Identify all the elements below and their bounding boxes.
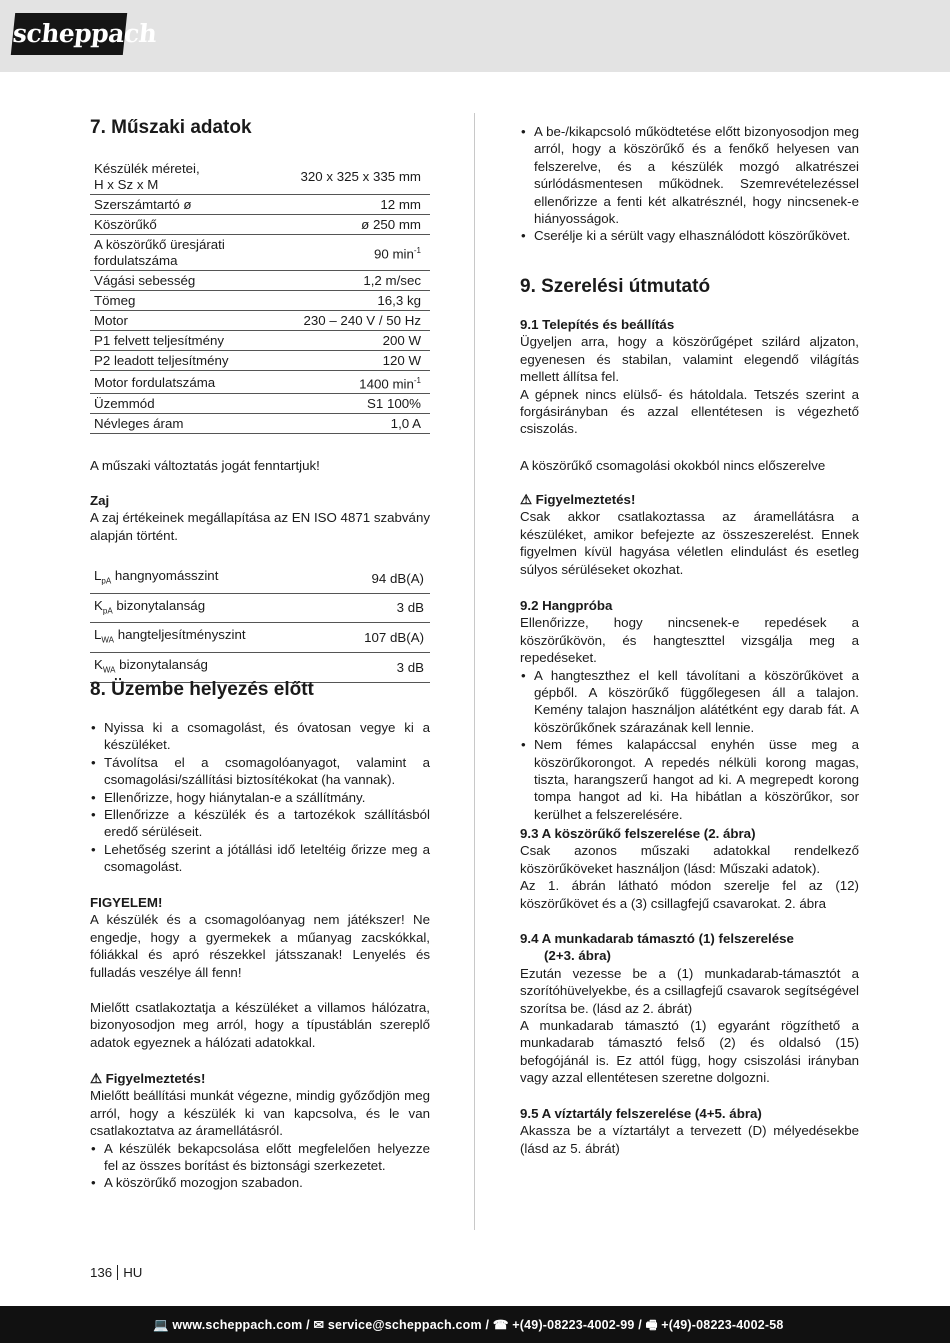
list-item: • Távolítsa el a csomagolóanyagot, valamint a csomagolási/szállítási biztosítékokat (ha vannak). <box>90 754 430 789</box>
section-9-4-title-2: (2+3. ábra) <box>544 948 611 964</box>
footer-bar <box>0 1306 950 1343</box>
spec-label: P1 felvett teljesítmény <box>90 331 290 351</box>
spec-value-text: S1 100% <box>367 396 421 412</box>
noise-title: Zaj <box>90 493 110 508</box>
section-8-list <box>90 719 430 876</box>
spec-row <box>90 351 430 371</box>
spec-value <box>290 394 430 414</box>
left-warning-list <box>90 1140 430 1192</box>
page-number-value: 136 <box>90 1265 113 1280</box>
section-9-4-text: Ezután vezesse be a (1) munkadarab-támasztót a szorítóhüvelyekbe, és a csillagfejű csavarok segítségével szorítsa be. (lásd az 2. ábrát) <box>520 965 859 1016</box>
noise-label <box>90 564 327 593</box>
list-item: • Ellenőrizze a készülék és a tartozékok szállításból eredő sérüléseit. <box>90 806 430 841</box>
list-item: • Nem fémes kalapáccsal enyhén üsse meg a köszörűkorongot. A repedés nélküli korong magas, tiszta, harangszerű hangot ad ki. A megrepedt korong tompa hangot ad ki. Ha hibátlan a köszörűkor, sor kerülhet a felszerelésére. <box>520 736 859 823</box>
section-9-3-text-2: Az 1. ábrán látható módon szerelje fel az (12) köszörűkövet és a (3) csillagfejű csavarokat. 2. ábra <box>520 878 859 911</box>
spec-value-text: 16,3 kg <box>377 293 421 308</box>
spec-value-text: 1,2 m/sec <box>363 273 421 288</box>
list-item: • A készülék bekapcsolása előtt megfelelően helyezze fel az összes borítást és biztonsági szerkezetet. <box>90 1140 430 1175</box>
noise-symbol: L <box>94 568 102 583</box>
spec-table <box>90 159 430 434</box>
list-item: • A köszörűkő mozogjon szabadon. <box>90 1174 430 1191</box>
noise-label-text: bizonytalanság <box>119 656 208 672</box>
spec-label: Üzemmód <box>90 394 290 414</box>
change-note: A műszaki változtatás jogát fenntartjuk! <box>90 458 320 473</box>
spec-label: A köszörűkő üresjárati fordulatszáma <box>90 235 290 271</box>
section-9-1-text-2: A gépnek nincs elülső- és hátoldala. Tetszés szerint a forgásirányban és azzal ellentétesen is végezhető csiszolás. <box>520 386 859 437</box>
noise-label-text: bizonytalanság <box>116 597 206 613</box>
section-9-2-text: Ellenőrizze, hogy nincsenek-e repedések a köszörűkövön, és hangteszttel vizsgálja meg a repedéseket. <box>520 615 859 666</box>
spec-value <box>290 414 430 434</box>
left-warning-block <box>90 1070 430 1192</box>
list-item: • A be-/kikapcsoló működtetése előtt bizonyosodjon meg arról, hogy a köszörűkő és a fenőkő helyesen van felszerelve, és a készülék mozgó alkatrészei súrlódásmentesen működnek. Szemrevételezéssel ellenőrizze a fenti két alkatrésznél, hogy nincsenek-e hiányosságok. <box>520 123 859 227</box>
left-warning-text: Mielőtt beállítási munkát végezne, mindig győződjön meg arról, hogy a készülék ki van kapcsolva, és le van csatlakoztatva az áramellátásról. <box>90 1088 430 1139</box>
noise-label-text: hangteljesítményszint <box>117 627 246 643</box>
spec-row <box>90 195 430 215</box>
section-9-5-block <box>520 1105 859 1157</box>
noise-block <box>90 492 430 544</box>
noise-value: 3 dB <box>327 593 430 623</box>
right-top-block <box>520 123 859 245</box>
spec-value <box>290 235 430 271</box>
noise-label <box>90 623 327 653</box>
section-9-4-block <box>520 930 859 1087</box>
section-9-2-block <box>520 597 859 823</box>
section-9-5-title: 9.5 A víztartály felszerelése (4+5. ábra) <box>520 1106 762 1121</box>
spec-value <box>290 159 430 195</box>
noise-symbol: L <box>94 627 102 643</box>
spec-value-text: 1,0 A <box>390 416 421 432</box>
spec-value-text: 320 x 325 x 335 mm <box>300 169 421 184</box>
noise-value: 94 dB(A) <box>327 564 430 593</box>
spec-value <box>290 195 430 215</box>
spec-row <box>90 414 430 434</box>
spec-row <box>90 311 430 331</box>
spec-value <box>290 291 430 311</box>
spec-row <box>90 159 430 195</box>
spec-row <box>90 331 430 351</box>
noise-label <box>90 652 327 682</box>
spec-label: Készülék méretei, H x Sz x M <box>90 159 290 195</box>
attention-text: A készülék és a csomagolóanyag nem játékszer! Ne engedje, hogy a gyermekek a műanyag zacskókkal, fóliákkal és apró részekkel játsszanak! Lenyelés és fulladás veszélye áll fenn! <box>90 912 430 980</box>
section-9-5-text: Akassza be a víztartályt a tervezett (D) mélyedésekbe (lásd az 5. ábrát) <box>520 1123 859 1156</box>
spec-value <box>290 371 430 394</box>
section-7-title: 7. Műszaki adatok <box>90 117 252 138</box>
right-warning-block <box>520 491 859 578</box>
noise-label <box>90 593 327 623</box>
spec-value-text: 12 mm <box>380 197 421 212</box>
page-number <box>90 1265 142 1280</box>
spec-value-text: 90 min <box>373 246 414 262</box>
section-9-3-block <box>520 825 859 912</box>
spec-label: Köszörűkő <box>90 215 290 235</box>
list-item: • Lehetőség szerint a jótállási idő leteltéig őrizze meg a csomagolást. <box>90 841 430 876</box>
noise-symbol-subscript: pA <box>102 606 113 616</box>
section-9-4-text-2: A munkadarab támasztó (1) egyaránt rögzíthető a munkadarab támasztó felső (2) és oldalsó (15) befogójánál is. Ez attól függ, hogy csiszolási irányban vagy azzal ellentétesen szeretne dolgozni. <box>520 1018 859 1086</box>
section-9-4-title: 9.4 A munkadarab támasztó (1) felszerelése <box>520 931 794 946</box>
section-9-1-title: 9.1 Telepítés és beállítás <box>520 317 675 332</box>
noise-symbol: K <box>94 656 103 672</box>
not-mounted-note: A köszörűkő csomagolási okokból nincs előszerelve <box>520 458 826 473</box>
noise-symbol: K <box>94 597 103 613</box>
page-number-separator <box>117 1265 118 1280</box>
spec-value-unit-exponent: -1 <box>413 376 421 385</box>
section-9-2-list <box>520 667 859 824</box>
noise-symbol-subscript: pA <box>101 576 112 586</box>
spec-label: Szerszámtartó ø <box>90 195 290 215</box>
noise-row <box>90 623 430 653</box>
spec-value-text: ø 250 mm <box>361 217 421 232</box>
noise-symbol-subscript: WA <box>101 635 114 645</box>
spec-value-unit-exponent: -1 <box>413 246 421 256</box>
attention-title: FIGYELEM! <box>90 895 163 910</box>
spec-value <box>290 351 430 371</box>
section-9-title: 9. Szerelési útmutató <box>520 276 711 297</box>
noise-symbol-subscript: WA <box>102 665 116 675</box>
connect-note <box>90 999 430 1051</box>
brand-logo: scheppach <box>11 13 127 55</box>
noise-table <box>90 564 430 683</box>
section-9-1-block <box>520 316 859 438</box>
spec-value-text: 200 W <box>382 333 421 348</box>
noise-value: 3 dB <box>327 652 430 682</box>
spec-label: Motor fordulatszáma <box>90 371 290 394</box>
spec-label: Motor <box>90 311 290 331</box>
noise-label-text: hangnyomásszint <box>114 568 219 583</box>
spec-row <box>90 394 430 414</box>
connect-text: Mielőtt csatlakoztatja a készüléket a villamos hálózatra, bizonyosodjon meg arról, hogy a típustáblán szereplő adatok egyeznek a hálózati adatokkal. <box>90 1000 430 1050</box>
right-warning-title: ⚠ Figyelmeztetés! <box>520 492 636 507</box>
noise-row <box>90 593 430 623</box>
column-divider <box>474 113 475 1230</box>
noise-value: 107 dB(A) <box>327 623 430 653</box>
spec-row <box>90 371 430 394</box>
spec-value <box>290 311 430 331</box>
noise-row <box>90 564 430 593</box>
spec-row <box>90 271 430 291</box>
list-item: • Cserélje ki a sérült vagy elhasználódott köszörűkövet. <box>520 227 859 244</box>
section-9-2-title: 9.2 Hangpróba <box>520 598 613 613</box>
list-item: • A hangteszthez el kell távolítani a köszörűkövet a gépből. A köszörűkő függőlegesen áll a talajon. Kemény talajon használjon alátétként egy darab fát. A köszörűkőnek szárazának kell lennie. <box>520 667 859 737</box>
left-warning-title: ⚠ Figyelmeztetés! <box>90 1071 206 1086</box>
section-9-3-text: Csak azonos műszaki adatokkal rendelkező köszörűköveket használjon (lásd: Műszaki adatok). <box>520 843 859 876</box>
spec-row <box>90 235 430 271</box>
attention-block <box>90 894 430 981</box>
spec-label: Vágási sebesség <box>90 271 290 291</box>
header-bar <box>0 0 950 72</box>
spec-label: Tömeg <box>90 291 290 311</box>
spec-row <box>90 291 430 311</box>
noise-text: A zaj értékeinek megállapítása az EN ISO 4871 szabvány alapján történt. <box>90 510 430 543</box>
list-item: • Nyissa ki a csomagolást, és óvatosan vegye ki a készüléket. <box>90 719 430 754</box>
spec-value-text: 120 W <box>382 353 421 368</box>
spec-value-text: 1400 min <box>359 376 414 392</box>
spec-value <box>290 271 430 291</box>
spec-value <box>290 215 430 235</box>
spec-value <box>290 331 430 351</box>
spec-label: Névleges áram <box>90 414 290 434</box>
right-warning-text: Csak akkor csatlakoztassa az áramellátásra a készüléket, amikor befejezte az összeszerelést. Ennek figyelmen kívül hagyása véletlen elindulást és esetleg súlyos sérüléseket okozhat. <box>520 509 859 577</box>
list-item: • Ellenőrizze, hogy hiánytalan-e a szállítmány. <box>90 789 430 806</box>
section-9-1-text: Ügyeljen arra, hogy a köszörűgépet szilárd aljzaton, egyenesen és stabilan, valamint elegendő világítás mellett állítsa fel. <box>520 334 859 385</box>
section-8-title: 8. Üzembe helyezés előtt <box>90 679 314 700</box>
noise-row <box>90 652 430 682</box>
spec-label: P2 leadott teljesítmény <box>90 351 290 371</box>
spec-row <box>90 215 430 235</box>
spec-value-text: 230 – 240 V / 50 Hz <box>303 313 421 328</box>
section-8-block <box>90 719 430 876</box>
section-9-3-title: 9.3 A köszörűkő felszerelése (2. ábra) <box>520 826 756 841</box>
footer-contacts: 💻 www.scheppach.com / ✉ service@scheppach.com / ☎ +(49)-08223-4002-99 / 🖷 +(49)-08223-4002-58 <box>153 1318 784 1332</box>
right-top-list <box>520 123 859 245</box>
page-language: HU <box>123 1265 143 1280</box>
